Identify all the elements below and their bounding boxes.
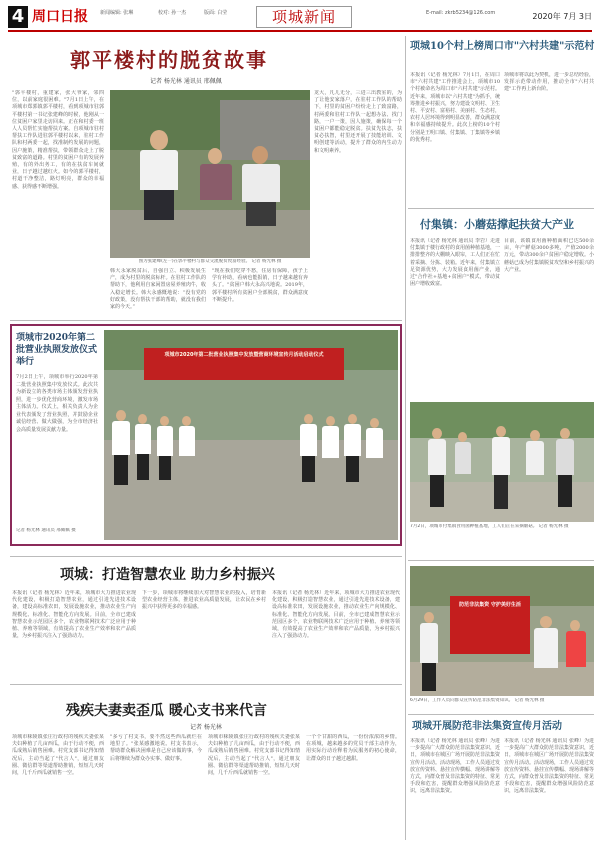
masthead	[8, 6, 592, 28]
agri-article-body-col1: 本报讯（记者 杨光林）近年来，项城市大力推进农业现代化建设，积极打造智慧农业，通过引进先进技术设备，建设高标准农田，发展设施农业，推动农业生产向规模化、标准化、智能化方向发展。目前，全市已建成智慧农业示范园区多个，农业物联网技术广泛应用于种植、养殖等领域，有效提高了农业生产效率和农产品质量，为乡村振兴注入了强劲动力。	[12, 590, 136, 640]
email-meta: E-mail: zkrb5234@126.com	[426, 10, 496, 16]
column-divider	[405, 36, 406, 840]
paper-logo: 周口日报	[32, 9, 88, 25]
page-number: 4	[8, 6, 28, 28]
divider	[408, 208, 594, 209]
mushroom-photo-caption: 7月2日，项城市付集镇食用菌种植基地，工人们正在采摘蘑菇。 记者 杨光林 摄	[410, 524, 569, 529]
boxed-item-title: 项城市2020年第二批营业执照发放仪式举行	[16, 333, 98, 367]
divider	[408, 560, 594, 561]
fraud-article-photo	[410, 566, 594, 696]
villages-article-title: 项城10个村上榜周口市"六村共建"示范村	[410, 41, 595, 52]
main-article-body-col2: 韩大永家脱贫后，自强自立、积极发展生产，成为村里的脱贫标杆。在驻村工作队的帮助下，他利用自家闲置房屋养殖肉牛，收入稳定增长。韩大永感慨地说：“没有党的好政策，没有帮扶干部的帮助，就没有我们家的今天。”	[110, 268, 206, 311]
editor-meta: 新闻编辑: 张琳	[100, 10, 134, 16]
divider	[10, 556, 402, 557]
couple-article-title: 残疾夫妻卖歪瓜 暖心支书来代言	[66, 703, 267, 719]
boxed-item-photo	[104, 330, 398, 540]
villages-article-body-col1: 本报讯（记者 杨光林）7月1日，在周口市"六村共建"工作推进会上，项城市10个村被命名为周口市"六村共建"示范村。近年来，项城市以"六村共建"为抓手，统筹推进乡村振兴，努力建设文明村、卫生村、平安村、富裕村、美丽村、生态村，农村人居环境得到明显改善，群众满意度和幸福感持续提升。此次上榜的10个村分别是王明口镇、付集镇、丁集镇等乡镇的优秀村。	[410, 72, 500, 143]
section-title: 项城新闻	[256, 6, 352, 28]
couple-article-body-col3: 项城市秣陵镇张庄行政村的残疾夫妻张某夫妇种植了几亩西瓜，由于行动不便，西瓜成熟后销售困难。村党支部书记得知情况后，主动当起了"代言人"，通过朋友圈、微信群等渠道帮助推销，短短几天时间，几千斤西瓜就销售一空。	[208, 734, 300, 777]
fraud-banner: 防范非法集资 守护美好生活	[450, 596, 530, 654]
boxed-news-item	[10, 324, 402, 546]
divider	[408, 714, 594, 715]
fraud-article-title: 项城开展防范非法集资宣传月活动	[412, 721, 562, 732]
main-article-photo	[110, 90, 310, 258]
mushroom-article-title: 付集镇：小蘑菇撑起扶贫大产业	[420, 218, 574, 231]
mushroom-article-photo	[410, 402, 594, 522]
main-article-body-col3: "现在我们吃穿不愁，住房有保障，孩子上学有补助，看病也能报销，日子越来越有奔头了。"贫困户韩大永高兴地说。2019年，郭平楼村所有贫困户全部脱贫，群众满意度不断提升。	[212, 268, 308, 303]
main-article-title: 郭平楼村的脱贫故事	[70, 48, 268, 72]
main-article-body-col4: 龙大，凡儿无分，三进三出教室的，为了让他安家落户，在驻村工作队的帮助下，村里的贫困户纷纷走上了致富路，村两委和驻村工作队一起想办法、找门路，一户一策，因人施策，确保每一个贫困户都能稳定脱贫。扶贫先扶志，扶贫必扶智，村里还开展了技能培训、文明创建等活动，提升了群众的内生动力和文明素养。	[314, 90, 402, 154]
couple-article-body-col1: 项城市秣陵镇张庄行政村的残疾夫妻张某夫妇种植了几亩西瓜，由于行动不便，西瓜成熟后销售困难。村党支部书记得知情况后，主动当起了"代言人"，通过朋友圈、微信群等渠道帮助推销，短短几天时间，几千斤西瓜就销售一空。	[12, 734, 104, 777]
main-article-body-col1: "郭平楼村，重建家，张大爷家，邻四位，以前家庭很困难。"7月1日上午，在项城市郑郭镇郭平楼村，看到项城市驻郭平楼村第一书记张建峰的时候，他刚从一位贫困户家里走访回来。正在和村委一班人人员帮忙实施帮扶方案。自项城市驻村帮扶工作队进驻郭平楼村以来，驻村工作队和村两委一起，找准制约发展的问题，因户施策，精准帮扶，带领群众走上了脱贫致富的道路。村里的贫困户有的发展养殖，有的外出务工，有的在扶贫车间就业，日子越过越红火。如今的郭平楼村，村道干净整洁，路灯明亮，群众的幸福感、获得感不断增强。	[12, 90, 104, 190]
agri-article-title: 项城：打造智慧农业 助力乡村振兴	[60, 567, 275, 583]
divider	[10, 684, 402, 685]
mushroom-article-body-col1: 本报讯（记者 杨光林 通讯员 李岩）走进付集镇于楼行政村的食用菌种植基地，一排排整齐的大棚映入眼帘，工人们正在忙着采摘、分拣、装箱。近年来，付集镇立足资源优势，大力发展食用菌产业，通过"合作社+基地+贫困户"模式，带动贫困户增收致富。	[410, 238, 500, 288]
villages-article-body-col2: 项城市将以此为契机，进一步总结经验，发挥示范带动作用，推动全市"六村共建"工作再上新台阶。	[504, 72, 594, 93]
agri-article-body-col3: 本报讯（记者 杨光林）近年来，项城市大力推进农业现代化建设，积极打造智慧农业，通过引进先进技术设备，建设高标准农田，发展设施农业，推动农业生产向规模化、标准化、智能化方向发展。目前，全市已建成智慧农业示范园区多个，农业物联网技术广泛应用于种植、养殖等领域，有效提高了农业生产效率和农产品质量，为乡村振兴注入了强劲动力。	[272, 590, 400, 640]
fraud-photo-caption: 6月29日，工作人员向群众宣传防范非法集资知识。 记者 杨光林 摄	[410, 698, 545, 703]
main-photo-caption: 图为张建峰(左一)在郭平楼村与群众交流脱贫致富经验。 记者 杨光林 摄	[138, 259, 282, 264]
boxed-item-credit: 记者 杨光林 通讯员 邢佩佩 摄	[16, 528, 76, 533]
proof-meta: 校对: 孙一杰	[158, 10, 187, 16]
couple-article-body-col2: "多亏了村支书，要不然这些西瓜就烂在地里了。"张某感激地说。村支书表示，帮助群众解决困难是自己应该做的事，今后将继续为群众办实事、做好事。	[110, 734, 202, 762]
mushroom-article-body-col2: 目前，该镇食用菌种植面积已达500余亩，年产鲜菇3000多吨，产值2000余万元，带动300余户贫困户稳定增收。小蘑菇已成为付集镇脱贫攻坚和乡村振兴的大产业。	[504, 238, 594, 273]
fraud-article-body-col1: 本报讯（记者 杨光林 通讯员 张峰）为进一步提高广大群众防范非法集资意识，近日，项城市在城区广场开展防范非法集资宣传月活动。活动现场，工作人员通过发放宣传资料、悬挂宣传横幅、现场讲解等方式，向群众普及非法集资的特征、常见手段和危害，提醒群众增强风险防范意识，远离非法集资。	[410, 738, 500, 795]
fraud-article-body-col2: 本报讯（记者 杨光林 通讯员 张峰）为进一步提高广大群众防范非法集资意识，近日，项城市在城区广场开展防范非法集资宣传月活动。活动现场，工作人员通过发放宣传资料、悬挂宣传横幅、现场讲解等方式，向群众普及非法集资的特征、常见手段和危害，提醒群众增强风险防范意识，远离非法集资。	[504, 738, 594, 795]
event-banner: 项城市2020年第二批营业执照集中发放暨营商环境宣传月活动启动仪式	[144, 348, 344, 380]
agri-article-body-col2: 下一步，项城市将继续加大对智慧农业的投入，培育新型农业经营主体，推进农业高质量发展，让农民在乡村振兴中获得更多的幸福感。	[142, 590, 266, 611]
header-rule	[8, 30, 592, 32]
couple-article-body-col4: 一个个甘甜的西瓜，一份份浓浓的乡情。在项城，越来越多的党员干部主动作为，用实际行动诠释着为民服务的初心使命，让群众的日子越过越甜。	[306, 734, 400, 762]
publication-date: 2020年 7月 3日	[532, 12, 592, 21]
layout-meta: 版面: 白莹	[204, 10, 228, 16]
divider	[10, 320, 402, 321]
couple-article-byline: 记者 杨光林	[190, 724, 222, 731]
boxed-item-body: 7月2日上午，项城市举行2020年第二批营业执照集中发放仪式。此次共为新设立的各类市场主体颁发营业执照，进一步优化营商环境，激发市场主体活力。仪式上，相关负责人为企业代表颁发了营业执照，并鼓励企业诚信经营、做大做强，为全市经济社会高质量发展贡献力量。	[16, 374, 98, 433]
main-article-byline: 记者 杨光林 通讯员 邢佩佩	[150, 78, 222, 85]
